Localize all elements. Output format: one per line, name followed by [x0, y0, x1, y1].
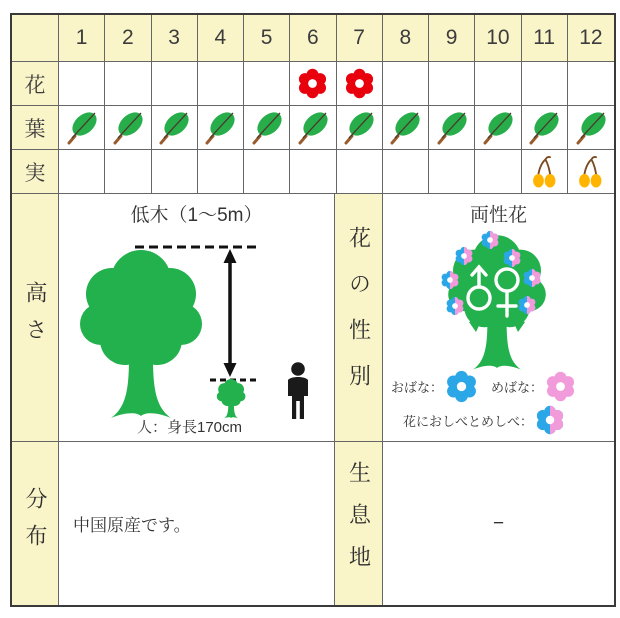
phenology-row-label — [12, 62, 59, 106]
phenology-cell — [198, 106, 244, 150]
flower-sex-row-label — [335, 194, 383, 442]
phenology-cell — [522, 150, 568, 194]
month-number: 12 — [579, 26, 603, 49]
phenology-row-label — [12, 150, 59, 194]
phenology-cell — [383, 106, 429, 150]
height-row-label-text: 高さ — [23, 280, 48, 355]
flower-sex-panel — [383, 194, 614, 442]
phenology-cell — [383, 62, 429, 106]
row-label-text: 葉 — [24, 117, 46, 141]
person-icon — [288, 362, 308, 419]
month-number: 9 — [445, 26, 458, 49]
month-header-cell — [152, 15, 198, 62]
flower-sex-legend — [383, 370, 614, 435]
phenology-cell — [337, 106, 383, 150]
phenology-cell — [198, 62, 244, 106]
height-row-label — [12, 194, 59, 442]
month-number: 7 — [353, 26, 365, 49]
phenology-cell — [152, 106, 198, 150]
distribution-panel — [59, 442, 335, 605]
flower-sex-diagram — [383, 224, 614, 374]
phenology-cell — [475, 62, 521, 106]
legend-row-2 — [403, 405, 614, 435]
month-number: 5 — [260, 26, 273, 49]
distribution-row-label — [12, 442, 59, 605]
phenology-cell — [59, 150, 105, 194]
legend-row-1 — [391, 370, 614, 403]
row-label-text: 実 — [24, 161, 46, 185]
month-number: 6 — [307, 26, 319, 49]
month-header-cell — [337, 15, 383, 62]
male-flower-label: おばな： — [391, 380, 444, 395]
month-header-cell — [290, 15, 336, 62]
phenology-cell — [475, 106, 521, 150]
phenology-cell — [105, 62, 151, 106]
month-header-cell — [475, 15, 521, 62]
bisexual-flower-icon — [535, 405, 565, 435]
person-height-caption: 人：身長170cm — [136, 419, 243, 436]
phenology-cell — [290, 62, 336, 106]
phenology-cell — [522, 106, 568, 150]
phenology-cell — [475, 150, 521, 194]
phenology-grid — [12, 15, 614, 194]
phenology-cell — [59, 106, 105, 150]
distribution-text: 中国原産です。 — [73, 516, 191, 535]
month-header-cell — [568, 15, 614, 62]
phenology-cell — [244, 106, 290, 150]
plant-info-sheet — [10, 13, 616, 607]
height-panel — [59, 194, 335, 442]
month-number: 1 — [75, 26, 88, 49]
phenology-cell — [152, 62, 198, 106]
height-arrow-icon — [224, 249, 237, 377]
phenology-cell — [198, 150, 244, 194]
phenology-cell — [290, 150, 336, 194]
month-number: 10 — [486, 26, 510, 49]
phenology-cell — [429, 62, 475, 106]
phenology-cell — [105, 106, 151, 150]
month-header-cell — [105, 15, 151, 62]
height-title: 低木（1～5m） — [130, 205, 263, 226]
phenology-cell — [568, 62, 614, 106]
info-grid — [12, 194, 614, 605]
phenology-cell — [568, 150, 614, 194]
female-flower-label: めばな： — [491, 380, 544, 395]
bisexual-flower-label: 花におしべとめしべ： — [403, 413, 534, 429]
month-number: 2 — [122, 26, 134, 49]
phenology-cell — [244, 150, 290, 194]
phenology-cell — [337, 150, 383, 194]
flower-sex-row-label-text: 花の性別 — [346, 225, 372, 410]
distribution-row-label-text: 分布 — [23, 486, 48, 561]
height-diagram — [59, 220, 335, 420]
month-number: 8 — [399, 26, 412, 49]
phenology-row-label — [12, 106, 59, 150]
male-flower-icon — [445, 370, 478, 403]
table-corner-cell — [12, 15, 59, 62]
month-header-cell — [244, 15, 290, 62]
phenology-cell — [244, 62, 290, 106]
habitat-row-label-text: 生息地 — [346, 460, 372, 587]
habitat-row-label — [335, 442, 383, 605]
phenology-cell — [337, 62, 383, 106]
month-header-cell — [59, 15, 105, 62]
phenology-cell — [522, 62, 568, 106]
small-tree-icon — [217, 379, 246, 418]
phenology-cell — [152, 150, 198, 194]
phenology-cell — [568, 106, 614, 150]
habitat-panel — [383, 442, 614, 605]
phenology-cell — [429, 106, 475, 150]
phenology-cell — [429, 150, 475, 194]
month-header-cell — [429, 15, 475, 62]
month-header-cell — [198, 15, 244, 62]
month-number: 4 — [214, 26, 227, 49]
row-label-text: 花 — [24, 73, 46, 97]
female-flower-icon — [545, 371, 576, 402]
month-number: 11 — [533, 26, 556, 49]
phenology-cell — [383, 150, 429, 194]
phenology-cell — [105, 150, 151, 194]
month-number: 3 — [168, 26, 180, 49]
month-header-cell — [522, 15, 568, 62]
phenology-cell — [59, 62, 105, 106]
phenology-cell — [290, 106, 336, 150]
large-tree-icon — [80, 250, 202, 418]
habitat-text: − — [492, 512, 505, 534]
month-header-cell — [383, 15, 429, 62]
flower-sex-title: 両性花 — [469, 205, 527, 226]
